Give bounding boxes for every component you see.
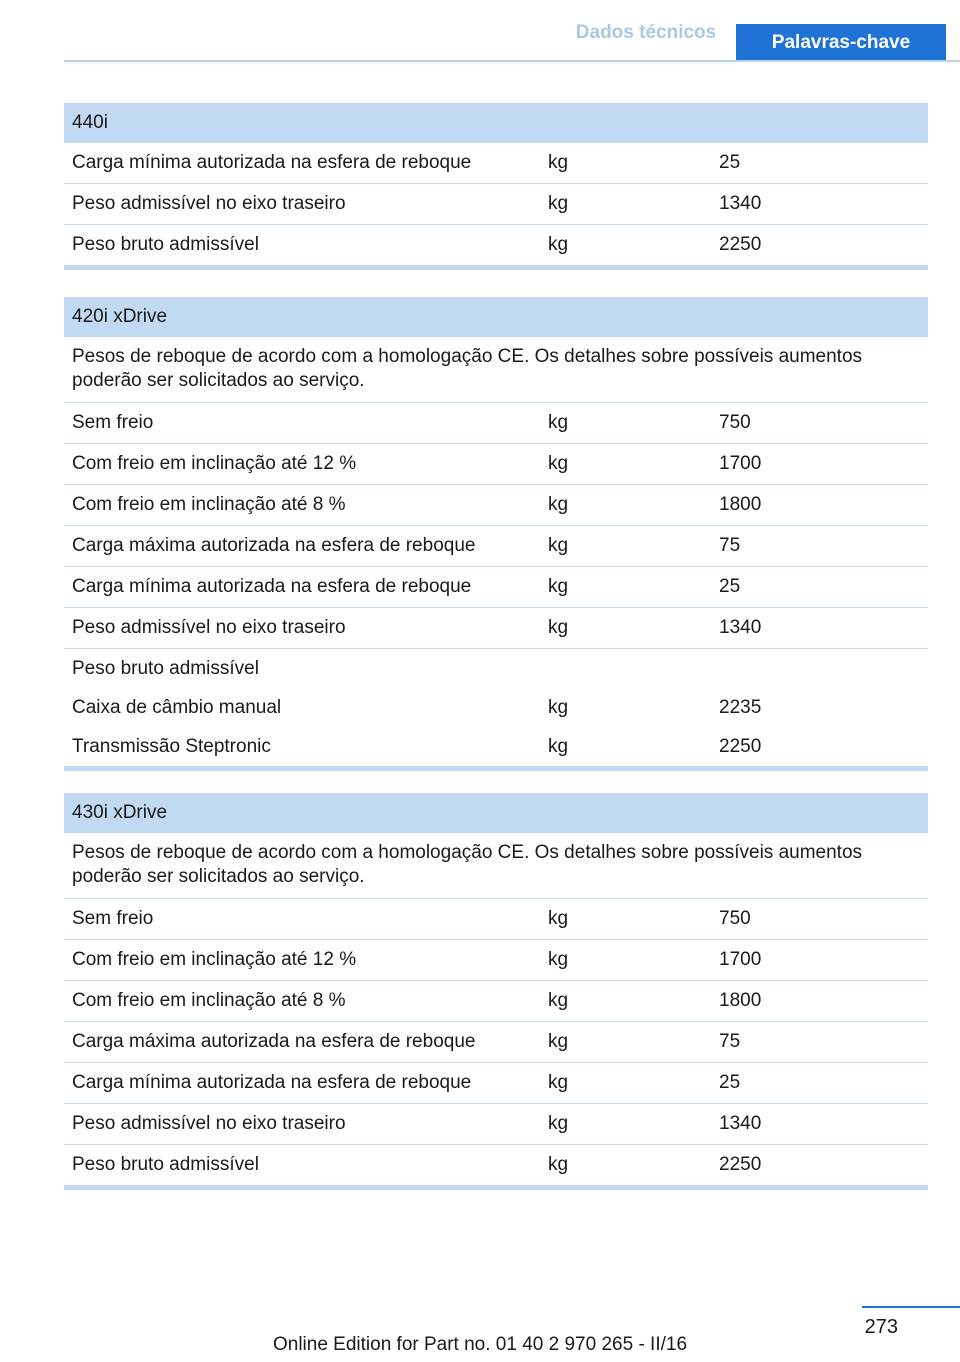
row-unit: kg — [548, 1154, 569, 1175]
table-end-rule — [64, 1185, 928, 1190]
row-unit: kg — [548, 949, 569, 970]
row-unit: kg — [548, 234, 569, 255]
row-value: 75 — [719, 1031, 741, 1052]
row-value: 25 — [719, 576, 741, 597]
row-unit: kg — [548, 617, 569, 638]
page-header — [0, 0, 960, 62]
row-unit: kg — [548, 453, 569, 474]
row-unit: kg — [548, 576, 569, 597]
row-label: Com freio em inclinação até 12 % — [72, 949, 357, 970]
row-value: 2250 — [719, 1154, 762, 1175]
row-unit: kg — [548, 535, 569, 556]
row-value: 1340 — [719, 1113, 762, 1134]
table-row — [64, 1022, 928, 1063]
spec-table-430i-xdrive — [64, 793, 928, 1190]
row-value: 1800 — [719, 494, 762, 515]
table-end-rule — [64, 265, 928, 270]
row-label: Com freio em inclinação até 8 % — [72, 494, 346, 515]
page-number: 273 — [864, 1316, 898, 1338]
row-label: Peso bruto admissível — [72, 234, 259, 255]
table-row — [64, 143, 928, 184]
table-note: Pesos de reboque de acordo com a homologação CE. Os detalhes sobre possíveis aumentos poderão ser solicitados ao serviço. — [64, 337, 928, 403]
row-unit: kg — [548, 735, 569, 757]
row-value: 2250 — [719, 735, 762, 757]
row-unit: kg — [548, 152, 569, 173]
row-unit: kg — [548, 696, 569, 718]
row-unit: kg — [548, 494, 569, 515]
row-value: 2235 — [719, 696, 762, 718]
table-row — [64, 526, 928, 567]
table-row — [64, 184, 928, 225]
edition-note: Online Edition for Part no. 01 40 2 970 265 - II/16 — [272, 1334, 688, 1355]
table-title: 430i xDrive — [64, 793, 928, 833]
row-value: 25 — [719, 152, 741, 173]
row-label: Caixa de câmbio manual — [72, 696, 282, 718]
table-row — [64, 1104, 928, 1145]
tab-palavras-chave[interactable]: Palavras-chave — [736, 24, 946, 61]
table-end-rule — [64, 766, 928, 771]
row-label: Com freio em inclinação até 12 % — [72, 453, 357, 474]
row-value: 1800 — [719, 990, 762, 1011]
row-value: 1700 — [719, 949, 762, 970]
table-note: Pesos de reboque de acordo com a homologação CE. Os detalhes sobre possíveis aumentos poderão ser solicitados ao serviço. — [64, 833, 928, 899]
table-row — [64, 444, 928, 485]
row-label: Peso bruto admissível — [72, 657, 259, 679]
table-row — [64, 981, 928, 1022]
row-unit: kg — [548, 908, 569, 929]
table-row — [64, 403, 928, 444]
row-value: 1340 — [719, 617, 762, 638]
row-label: Carga mínima autorizada na esfera de reboque — [72, 576, 472, 597]
row-value: 2250 — [719, 234, 762, 255]
table-row — [64, 688, 928, 727]
row-label: Transmissão Steptronic — [72, 735, 271, 757]
table-row — [64, 649, 928, 688]
row-label: Sem freio — [72, 412, 154, 433]
row-label: Carga máxima autorizada na esfera de reboque — [72, 1031, 476, 1052]
row-value: 75 — [719, 535, 741, 556]
row-unit: kg — [548, 1072, 569, 1093]
table-row — [64, 225, 928, 265]
table-row — [64, 1063, 928, 1104]
table-title: 420i xDrive — [64, 297, 928, 337]
row-unit: kg — [548, 193, 569, 214]
footer-rule — [862, 1306, 960, 1308]
row-label: Peso bruto admissível — [72, 1154, 259, 1175]
row-value: 750 — [719, 908, 751, 929]
table-row — [64, 567, 928, 608]
row-unit: kg — [548, 412, 569, 433]
table-row — [64, 1145, 928, 1185]
table-title: 440i — [64, 103, 928, 143]
spec-table-420i-xdrive — [64, 297, 928, 771]
row-label: Carga máxima autorizada na esfera de reboque — [72, 535, 476, 556]
row-label: Peso admissível no eixo traseiro — [72, 617, 346, 638]
row-unit: kg — [548, 990, 569, 1011]
row-label: Sem freio — [72, 908, 154, 929]
header-rule — [64, 60, 960, 62]
row-value: 750 — [719, 412, 751, 433]
spec-table-440i — [64, 103, 928, 270]
tab-dados-tecnicos[interactable]: Dados técnicos — [575, 22, 717, 43]
table-row — [64, 899, 928, 940]
row-value: 1340 — [719, 193, 762, 214]
row-label: Peso admissível no eixo traseiro — [72, 193, 346, 214]
row-unit: kg — [548, 1113, 569, 1134]
row-unit: kg — [548, 1031, 569, 1052]
row-label: Carga mínima autorizada na esfera de reboque — [72, 1072, 472, 1093]
table-row — [64, 940, 928, 981]
row-value: 25 — [719, 1072, 741, 1093]
row-label: Peso admissível no eixo traseiro — [72, 1113, 346, 1134]
table-row — [64, 727, 928, 766]
table-row — [64, 608, 928, 649]
row-value: 1700 — [719, 453, 762, 474]
table-row — [64, 485, 928, 526]
row-label: Com freio em inclinação até 8 % — [72, 990, 346, 1011]
row-label: Carga mínima autorizada na esfera de reboque — [72, 152, 472, 173]
